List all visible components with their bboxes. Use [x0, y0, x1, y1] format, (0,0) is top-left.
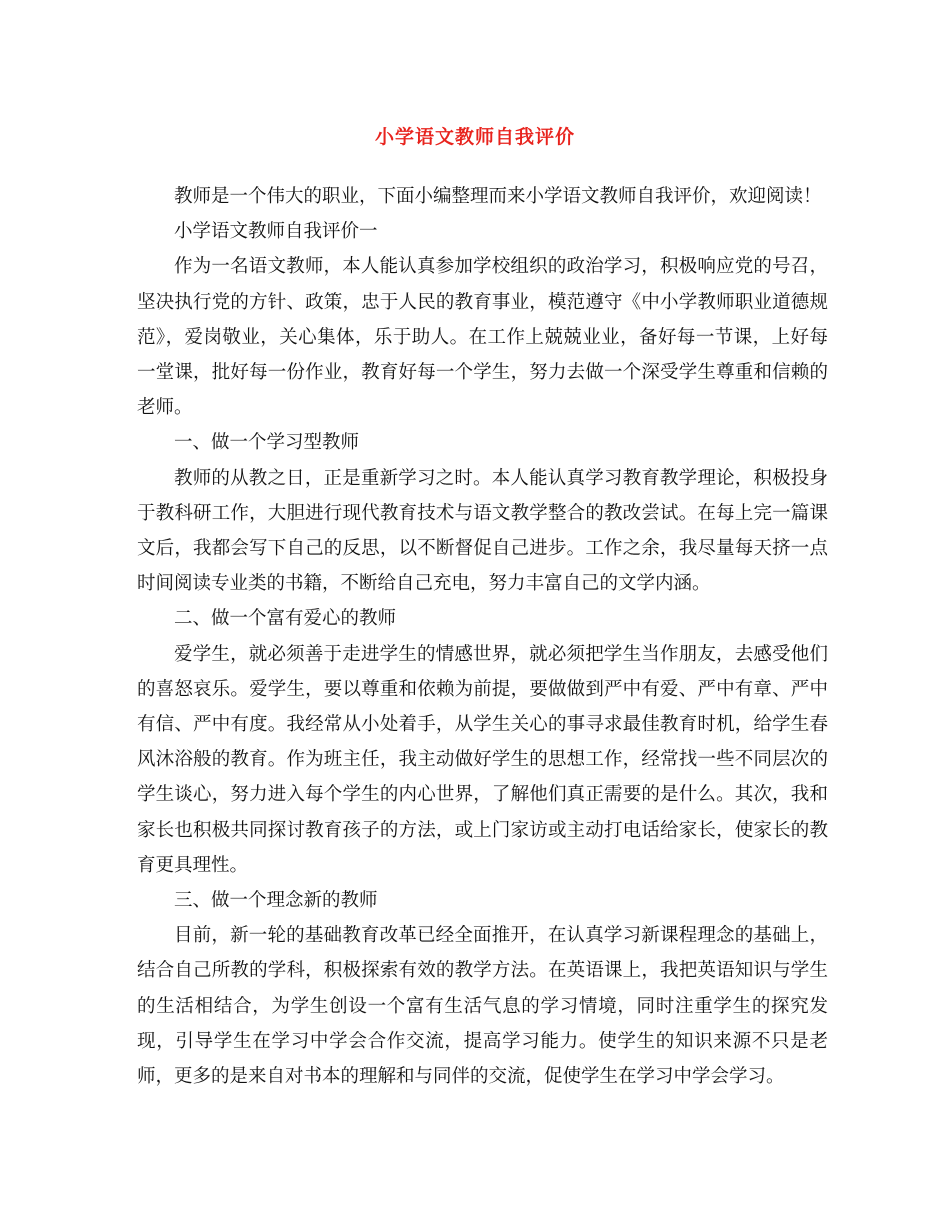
section-heading: 小学语文教师自我评价一 — [174, 221, 378, 243]
section-heading: 一、做一个学习型教师 — [174, 432, 360, 454]
paragraph: 作为一名语文教师，本人能认真参加学校组织的政治学习，积极响应党的号召，坚决执行党的方针、政策，忠于人民的教育事业，模范遵守《中小学教师职业道德规范》，爱岗敬业，关心集体，乐于助人。在工作上兢兢业业，备好每一节课，上好每一堂课，批好每一份作业，教育好每一个学生，努力去做一个深受学生尊重和信赖的老师。 — [137, 256, 828, 419]
paragraph: 教师的从教之日，正是重新学习之时。本人能认真学习教育教学理论，积极投身于教科研工作，大胆进行现代教育技术与语文教学整合的教改尝试。在每上完一篇课文后，我都会写下自己的反思，以不断督促自己进步。工作之余，我尽量每天挤一点时间阅读专业类的书籍，不断给自己充电，努力丰富自己的文学内涵。 — [137, 467, 828, 595]
intro-paragraph: 教师是一个伟大的职业，下面小编整理而来小学语文教师自我评价，欢迎阅读！ — [174, 186, 822, 207]
paragraph: 爱学生，就必须善于走进学生的情感世界，就必须把学生当作朋友，去感受他们的喜怒哀乐。爱学生，要以尊重和依赖为前提，要做做到严中有爱、严中有章、严中有信、严中有度。我经常从小处着手，从学生关心的事寻求最佳教育时机，给学生春风沐浴般的教育。作为班主任，我主动做好学生的思想工作，经常找一些不同层次的学生谈心，努力进入每个学生的内心世界，了解他们真正需要的是什么。其次，我和家长也积极共同探讨教育孩子的方法，或上门家访或主动打电话给家长，使家长的教育更具理性。 — [137, 643, 828, 876]
section-heading: 二、做一个富有爱心的教师 — [174, 608, 397, 630]
document-body — [137, 179, 828, 1094]
document-title: 小学语文教师自我评价 — [374, 126, 575, 148]
section-heading: 三、做一个理念新的教师 — [174, 890, 378, 912]
paragraph: 目前，新一轮的基础教育改革已经全面推开，在认真学习新课程理念的基础上，结合自己所教的学科，积极探索有效的教学方法。在英语课上，我把英语知识与学生的生活相结合，为学生创设一个富有生活气息的学习情境，同时注重学生的探究发现，引导学生在学习中学会合作交流，提高学习能力。使学生的知识来源不只是老师，更多的是来自对书本的理解和与同伴的交流，促使学生在学习中学会学习。 — [137, 925, 828, 1088]
